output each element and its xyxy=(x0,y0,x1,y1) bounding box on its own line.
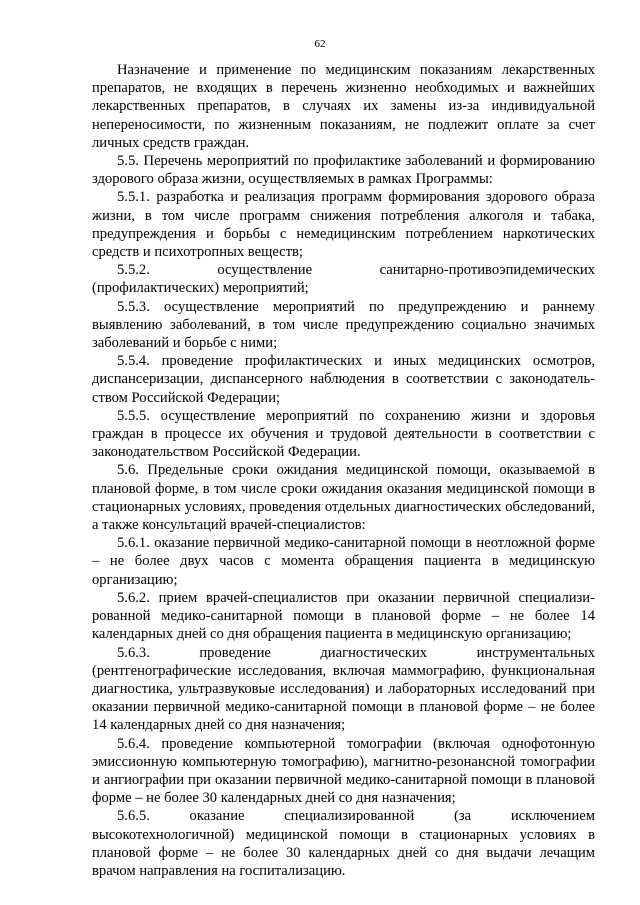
paragraph-5-5-1: 5.5.1. разработка и реализация программ формирования здорового образа жизни, в том числе программ снижения потребления алкоголя и табака, предупреждения и борьбы с немедицинским потреблением наркотических средств и психотропных веществ; xyxy=(92,189,595,261)
paragraph-drug-payment: Назначение и применение по медицинским показаниям лекарственных препаратов, не входящих в перечень жизненно необходимых и важнейших лекарственных препаратов, в случаях их замены из-за индивидуальной непереносимости, по жизненным показаниям, не подлежит оплате за счет личных средств граждан. xyxy=(92,62,595,151)
paragraph-5-5-3: 5.5.3. осуществление мероприятий по предупреждению и раннему выявлению заболеваний, в том числе предупреждению социально значимых заболеваний и борьбе с ними; xyxy=(92,298,595,352)
paragraph-5-6-5: 5.6.5. оказание специализированной (за исключением высокотехнологичной) медицинской помощи в стационарных условиях в плановой форме – не более 30 календарных дней со дня выдачи лечащим врачом направления на госпитализацию. xyxy=(92,808,595,879)
paragraph-5-5-5: 5.5.5. осуществление мероприятий по сохранению жизни и здоровья граждан в процессе их обучения и трудовой деятельности в соответствии с законодательством Российской Федерации. xyxy=(92,407,595,461)
paragraph-5-6-3: 5.6.3. проведение диагностических инструментальных (рентгенографические исследования, включая маммографию, функциональная диагностика, ультразвуковые исследования) и лабораторных исследований при оказании первичной медико-санитарной помощи в плановой форме – не более 14 календарных дней со дня назначения; xyxy=(92,644,595,734)
paragraph-5-6-2: 5.6.2. прием врачей-специалистов при оказании первичной специализированной медико-санитарной помощи в плановой форме – не более 14 календарных дней со дня обращения пациента в медицинскую организацию; xyxy=(92,589,595,643)
paragraph-5-6-1: 5.6.1. оказание первичной медико-санитарной помощи в неотложной форме – не более двух часов с момента обращения пациента в медицинскую организацию; xyxy=(92,535,595,588)
page-number: 62 xyxy=(314,38,326,50)
paragraph-5-6: 5.6. Предельные сроки ожидания медицинской помощи, оказываемой в плановой форме, в том числе сроки ожидания оказания медицинской помощи в стационарных условиях, проведения отдельных диагностических обследований, а также консультаций врачей-специалистов: xyxy=(92,462,595,534)
document-body xyxy=(92,61,595,880)
paragraph-5-5-4: 5.5.4. проведение профилактических и иных медицинских осмотров, диспансеризации, диспансерного наблюдения в соответствии с законодательством Российской Федерации; xyxy=(92,353,595,406)
paragraph-5-5: 5.5. Перечень мероприятий по профилактике заболеваний и формированию здорового образа жизни, осуществляемых в рамках Программы: xyxy=(92,153,595,188)
paragraph-5-6-4: 5.6.4. проведение компьютерной томографии (включая однофотонную эмиссионную компьютерную томографию), магнитно-резонансной томографии и ангиографии при оказании первичной медико-санитарной помощи в плановой форме – не более 30 календарных дней со дня назначения; xyxy=(92,735,595,807)
paragraph-5-5-2: 5.5.2. осуществление санитарно-противоэпидемических (профилактических) мероприятий; xyxy=(92,262,595,297)
